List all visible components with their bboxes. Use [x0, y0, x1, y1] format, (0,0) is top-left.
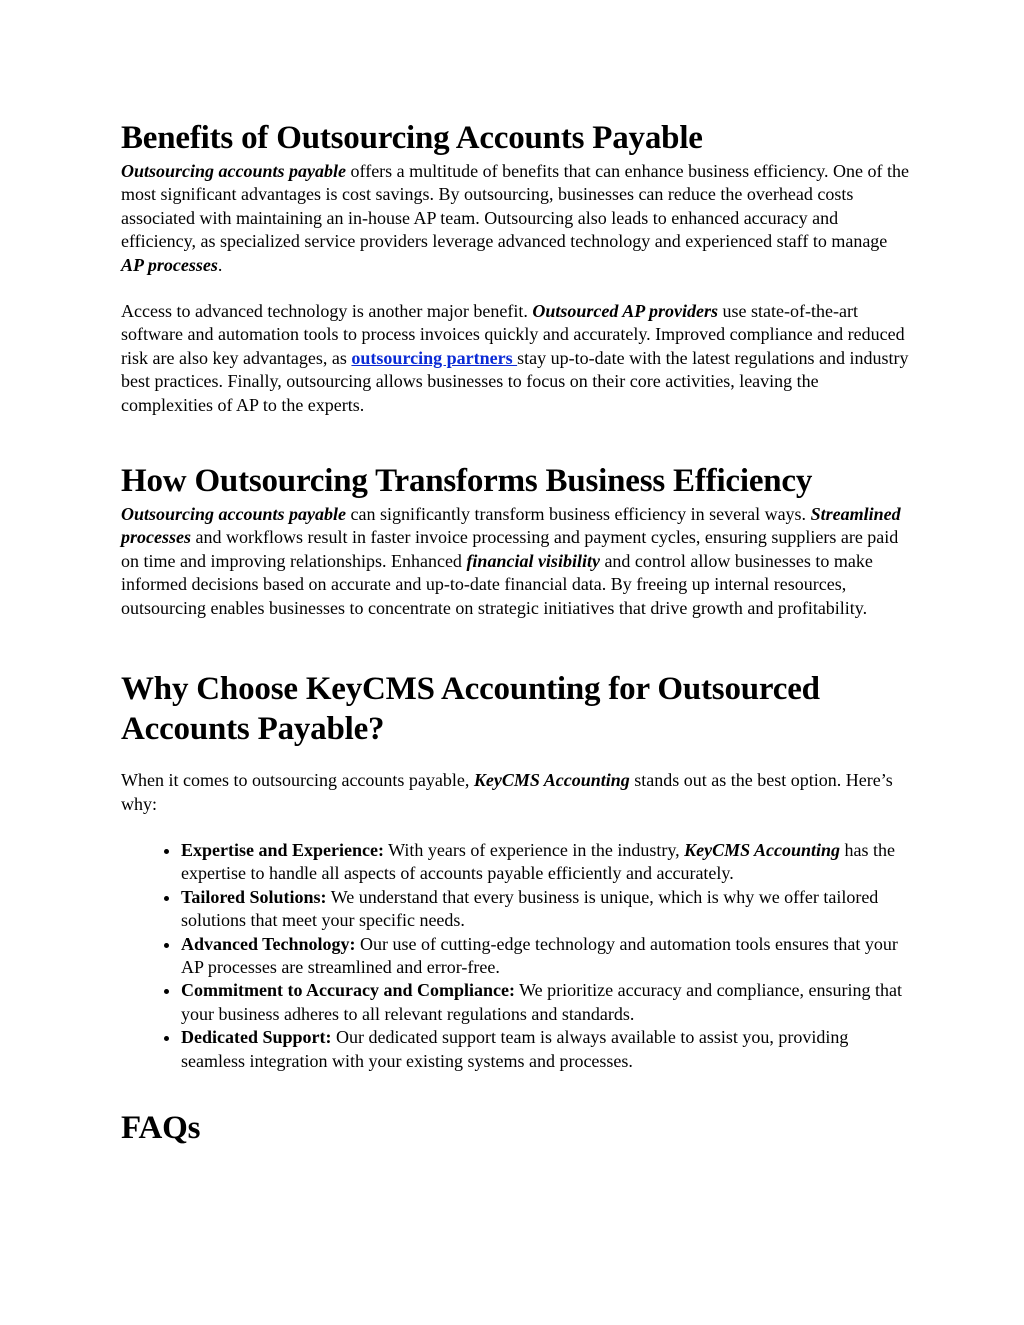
item-label: Advanced Technology: [181, 933, 356, 954]
text-run: has the expertise to handle all aspects of accounts payable efficiently and accurately. [181, 839, 896, 884]
emphasis-outsourced-ap-providers: Outsourced AP providers [532, 301, 719, 322]
paragraph-how-outsourcing [121, 503, 911, 620]
text-run: Our dedicated support team is always available to assist you, providing seamless integration with your existing systems and processes. [181, 1027, 849, 1071]
list-item-expertise [181, 839, 911, 886]
heading-benefits: Benefits of Outsourcing Accounts Payable [121, 120, 703, 156]
emphasis-outsourcing-accounts-payable: Outsourcing accounts payable [121, 504, 347, 525]
list-item-tailored-solutions [181, 886, 911, 933]
heading-faqs: FAQs [121, 1109, 201, 1146]
text-run: stands out as the best option. Here’s why: [121, 770, 893, 814]
list-item-dedicated-support [181, 1026, 911, 1073]
emphasis-keycms-accounting: KeyCMS Accounting [684, 839, 841, 860]
text-run: offers a multitude of benefits that can enhance business efficiency. One of the most significant advantages is cost savings. By outsourcing, businesses can reduce the overhead costs associated with maintaining an in-house AP team. Outsourcing also leads to enhanced accuracy and efficiency, as specialized service providers leverage advanced technology and experienced staff to manage [121, 161, 909, 252]
text-run: We understand that every business is unique, which is why we offer tailored solutions that meet your specific needs. [181, 886, 879, 931]
item-label: Tailored Solutions: [181, 886, 327, 907]
emphasis-ap-processes: AP processes [121, 254, 218, 275]
paragraph-benefits-2 [121, 300, 911, 417]
text-run: use state-of-the-art software and automation tools to process invoices quickly and accurately. Improved compliance and reduced risk are also key advantages, as [121, 301, 905, 368]
text-run: With years of experience in the industry, [383, 839, 685, 860]
emphasis-keycms-accounting: KeyCMS Accounting [473, 770, 630, 791]
heading-why-choose-keycms: Why Choose KeyCMS Accounting for Outsourced Accounts Payable? [121, 671, 820, 748]
text-run: . [217, 254, 223, 275]
text-run: and control allow businesses to make informed decisions based on accurate and up-to-date financial data. By freeing up internal resources, outsourcing enables businesses to concentrate on strategic initiatives that drive growth and profitability. [121, 550, 873, 618]
list-item-advanced-technology [181, 933, 911, 980]
text-run: When it comes to outsourcing accounts payable, [121, 770, 474, 791]
text-run: We prioritize accuracy and compliance, ensuring that your business adheres to all relevant regulations and standards. [181, 980, 903, 1024]
paragraph-why-intro [121, 769, 911, 816]
item-label: Dedicated Support: [181, 1027, 332, 1048]
emphasis-streamlined-processes: Streamlined processes [121, 504, 901, 548]
emphasis-outsourcing-accounts-payable: Outsourcing accounts payable [121, 161, 347, 181]
text-run: Access to advanced technology is another major benefit. [121, 301, 533, 322]
item-label: Commitment to Accuracy and Compliance: [181, 980, 515, 1001]
text-run: stay up-to-date with the latest regulations and industry best practices. Finally, outsourcing allows businesses to focus on their core activities, leaving the complexities of AP to the experts. [121, 347, 909, 415]
heading-how-outsourcing: How Outsourcing Transforms Business Efficiency [121, 463, 813, 500]
reasons-list [121, 839, 911, 1073]
paragraph-benefits-1 [121, 160, 911, 277]
text-run: Our use of cutting-edge technology and automation tools ensures that your AP processes are streamlined and error-free. [181, 933, 898, 977]
item-label: Expertise and Experience: [181, 839, 384, 860]
outsourcing-partners-link[interactable]: outsourcing partners [351, 347, 518, 368]
document-body [121, 118, 911, 1148]
emphasis-financial-visibility: financial visibility [466, 550, 600, 571]
list-item-accuracy-compliance [181, 979, 911, 1026]
text-run: and workflows result in faster invoice processing and payment cycles, ensuring suppliers are paid on time and improving relationships. Enhanced [121, 527, 899, 571]
text-run: can significantly transform business efficiency in several ways. [346, 504, 811, 525]
